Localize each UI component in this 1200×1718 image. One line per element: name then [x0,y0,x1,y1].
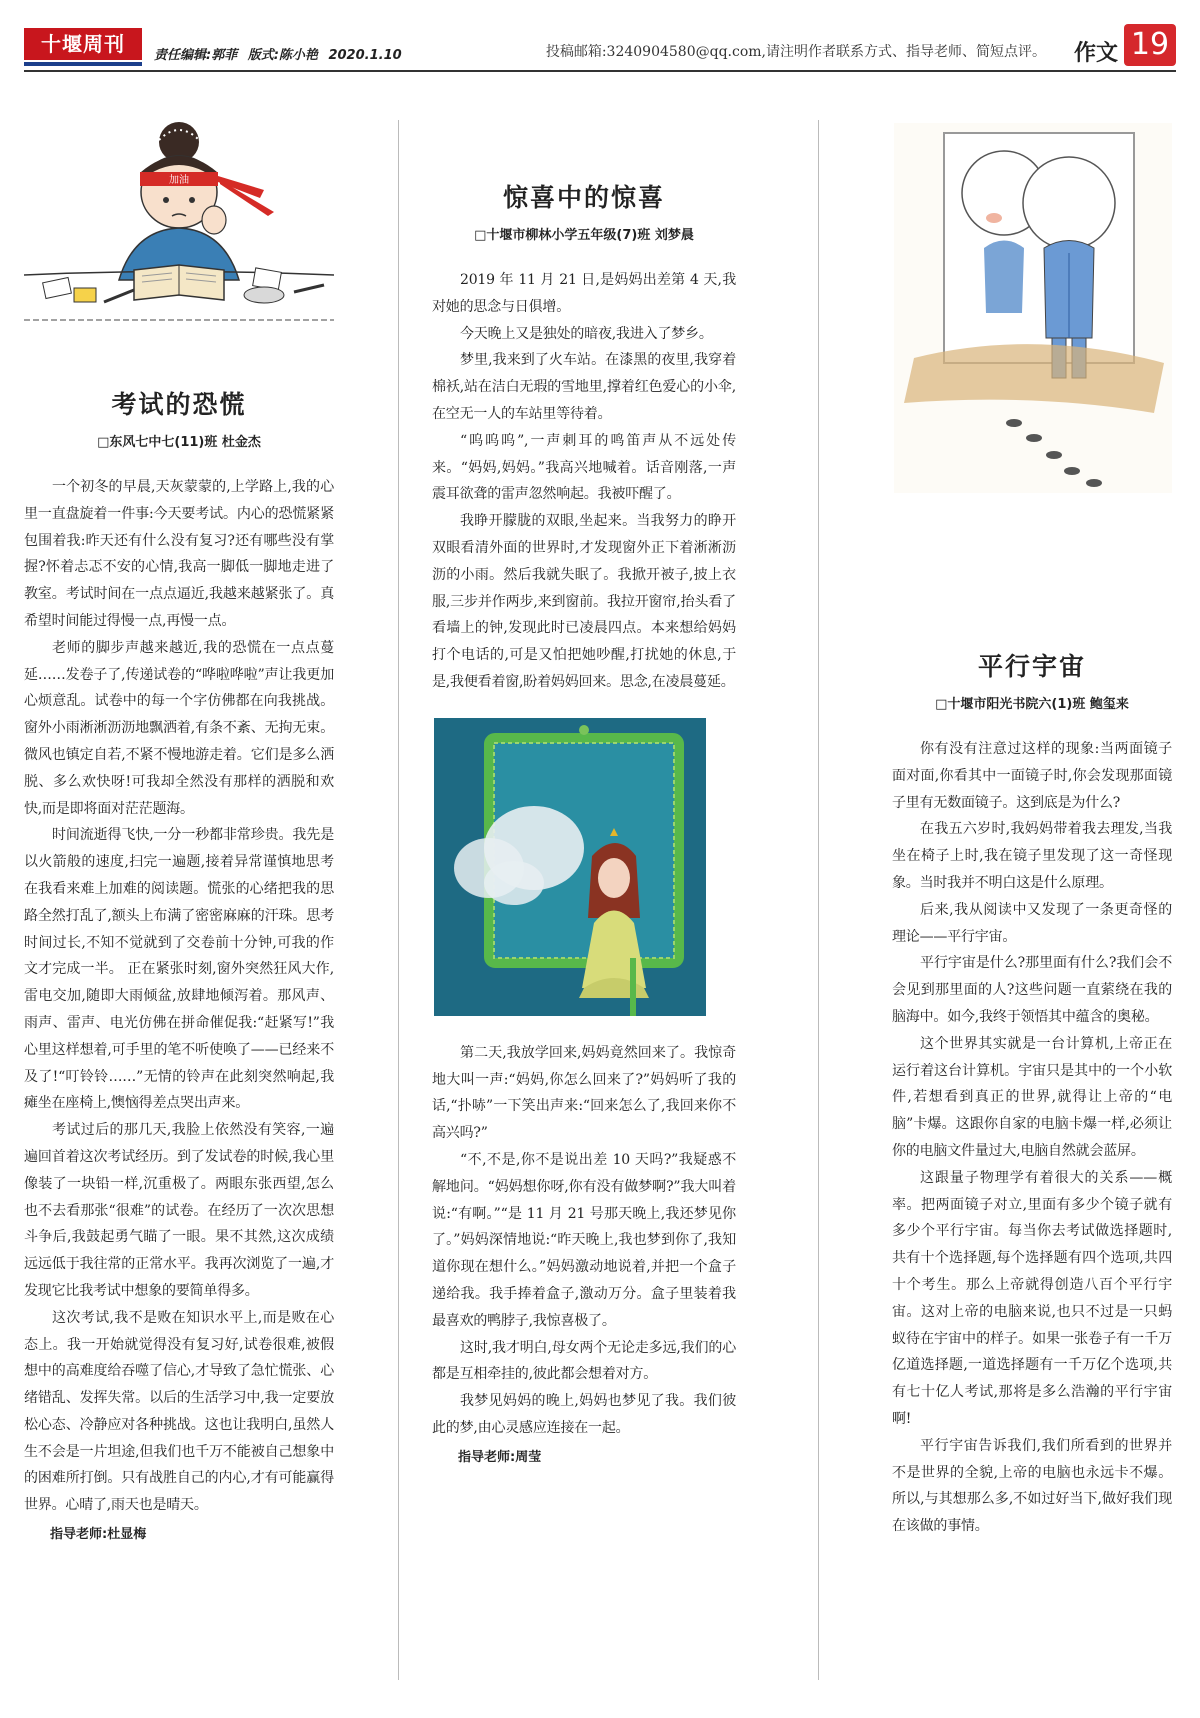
paragraph: 我梦见妈妈的晚上,妈妈也梦见了我。我们彼此的梦,由心灵感应连接在一起。 [432,1393,736,1436]
student-studying-illustration [24,120,334,330]
article-byline: □十堰市柳林小学五年级(7)班 刘梦晨 [474,228,694,243]
article-exam-panic [24,385,334,1542]
paragraph: 你有没有注意过这样的现象:当两面镜子面对面,你看其中一面镜子时,你会发现那面镜子里有无数面镜子。这到底是为什么? [892,741,1172,811]
paragraph: 这时,我才明白,母女两个无论走多远,我们的心都是互相牵挂的,彼此都会想着对方。 [432,1339,736,1383]
paragraph: 考试过后的那几天,我脸上依然没有笑容,一遍遍回首着这次考试经历。到了发试卷的时候,我心里像装了一块铅一样,沉重极了。两眼东张西望,怎么也不去看那张“很难”的试卷。在经历了一次次思想斗争后,我鼓起勇气瞄了一眼。果不其然,这次成绩远远低于我往常的正常水平。我再次浏览了一遍,才发现它比我考试中想象的要简单得多。 [24,1122,334,1299]
article-title: 平行宇宙 [977,652,1086,681]
paragraph: 这个世界其实就是一台计算机,上帝正在运行着这台计算机。宇宙只是其中的一个小软件,若想看到真正的世界,就得让上帝的“电脑”卡爆。这跟你自家的电脑卡爆一样,必须让你的电脑文件量过大,电脑自然就会蓝屏。 [892,1035,1172,1159]
article-body-top [432,267,736,696]
paragraph: 我睁开朦胧的双眼,坐起来。当我努力的睁开双眼看清外面的世界时,才发现窗外正下着淅淅沥沥的小雨。然后我就失眠了。我掀开被子,披上衣服,三步并作两步,来到窗前。我拉开窗帘,抬头看了看墙上的钟,发现此时已凌晨四点。本来想给妈妈打个电话的,可是又怕把她吵醒,打扰她的休息,于是,我便看着窗,盼着妈妈回来。思念,在凌晨蔓延。 [432,513,736,690]
article-body [24,474,334,1519]
article-body [892,736,1172,1540]
page-header [24,20,1176,72]
mirror-girl-drawing [434,718,706,1016]
masthead-underline [24,62,142,66]
masthead-logo: 十堰周刊 [24,28,142,60]
page-number: 19 [1124,24,1176,66]
paragraph: 在我五六岁时,我妈妈带着我去理发,当我坐在椅子上时,我在镜子里发现了这一奇怪现象。当时我并不明白这是什么原理。 [892,821,1172,891]
paragraph: 后来,我从阅读中又发现了一条更奇怪的理论——平行宇宙。 [892,901,1172,945]
paragraph: 平行宇宙告诉我们,我们所看到的世界并不是世界的全貌,上帝的电脑也永远卡不爆。所以,与其想那么多,不如过好当下,做好我们现在该做的事情。 [892,1437,1172,1535]
layout-editor: 版式:陈小艳 [247,48,318,63]
advisor: 指导老师:杜显梅 [50,1527,147,1543]
section-name: 作文 [1073,41,1118,66]
paragraph: 时间流逝得飞快,一分一秒都非常珍贵。我先是以火箭般的速度,扫完一遍题,接着异常谨慎地思考在我看来难上加难的阅读题。慌张的心绪把我的思路全然打乱了,额头上布满了密密麻麻的汗珠。思考时间过长,不知不觉就到了交卷前十分钟,可我的作文才完成一半。 正在紧张时刻,窗外突然狂风大作,雷电交加,随即大雨倾盆,放肆地倾泻着。那风声、雨声、雷声、电光仿佛在拼命催促我:“赶紧写!”我心里这样想着,可手里的笔不听使唤了——已经来不及了!“叮铃铃……”无情的铃声在此刻突然响起,我瘫坐在座椅上,懊恼得差点哭出声来。 [24,827,334,1112]
paragraph: 一个初冬的早晨,天灰蒙蒙的,上学路上,我的心里一直盘旋着一件事:今天要考试。内心的恐慌紧紧包围着我:昨天还有什么没有复习?还有哪些没有掌握?怀着忐忑不安的心情,我高一脚低一脚地走进了教室。考试时间在一点点逼近,我越来越紧张了。真希望时间能过得慢一点,再慢一点。 [24,479,334,629]
editor: 责任编辑:郭菲 [154,48,238,63]
paragraph: 平行宇宙是什么?那里面有什么?我们会不会见到那里面的人?这些问题一直萦绕在我的脑海中。如今,我终于领悟其中蕴含的奥秘。 [892,955,1172,1025]
article-byline: □东风七中七(11)班 杜金杰 [97,435,261,450]
column-divider [818,120,819,1680]
article-surprise [432,178,736,1465]
mirror-girl-illustration [434,718,706,1016]
submission-info: 投稿邮箱:3240904580@qq.com,请注明作者联系方式、指导老师、简短点评。 [545,44,1046,60]
paragraph: 这跟量子物理学有着很大的关系——概率。把两面镜子对立,里面有多少个镜子就有多少个平行宇宙。每当你去考试做选择题时,共有十个选择题,每个选择题有四个选项,共四十个考生。那么上帝就得创造八百个平行宇宙。这对上帝的电脑来说,也只不过是一只蚂蚁待在宇宙中的样子。如果一张卷子有一千万亿道选择题,一道选择题有一千万亿个选项,共有七十亿人考试,那将是多么浩瀚的平行宇宙啊! [892,1169,1172,1427]
headband-text: 加油 [169,175,189,186]
paragraph: 今天晚上又是独处的暗夜,我进入了梦乡。 [460,325,713,342]
article-parallel-universe [892,647,1172,1540]
student-studying-drawing [24,120,334,330]
paragraph: 老师的脚步声越来越近,我的恐慌在一点点蔓延……发卷子了,传递试卷的“哗啦哗啦”声让我更加心烦意乱。试卷中的每一个字仿佛都在向我挑战。窗外小雨淅淅沥沥地飘洒着,有条不紊、无拘无束。微风也镇定自若,不紧不慢地游走着。它们是多么洒脱、多么欢快呀!可我却全然没有那样的洒脱和欢快,而是即将面对茫茫题海。 [24,639,334,817]
article-title: 考试的恐慌 [111,390,247,419]
column-divider [398,120,399,1680]
paragraph: “不,不是,你不是说出差 10 天吗?”我疑惑不解地问。“妈妈想你呀,你有没有做梦啊?”我大叫着说:“有啊。”“是 11 月 21 号那天晚上,我还梦见你了。”妈妈深情地说:“昨天晚上,我也梦到你了,我知道你现在想什么。”妈妈激动地说着,并把一个盒子递给我。我手捧着盒子,激动万分。盒子里装着我最喜欢的鸭脖子,我惊喜极了。 [432,1151,736,1329]
article-byline: □十堰市阳光书院六(1)班 鲍玺来 [935,697,1129,712]
paragraph: 这次考试,我不是败在知识水平上,而是败在心态上。我一开始就觉得没有复习好,试卷很难,被假想中的高难度给吞噬了信心,才导致了急忙慌张、心绪错乱、发挥失常。以后的生活学习中,我一定要放松心态、冷静应对各种挑战。这也让我明白,虽然人生不会是一片坦途,但我们也千万不能被自己想象中的困难所打倒。只有战胜自己的内心,才有可能赢得世界。心晴了,雨天也是晴天。 [24,1309,334,1514]
paragraph: 第二天,我放学回来,妈妈竟然回来了。我惊奇地大叫一声:“妈妈,你怎么回来了?”妈妈听了我的话,“扑哧”一下笑出声来:“回来怎么了,我回来你不高兴吗?” [432,1044,736,1142]
paragraph: “呜呜呜”,一声刺耳的鸣笛声从不远处传来。“妈妈,妈妈。”我高兴地喊着。话音刚落,一声震耳欲聋的雷声忽然响起。我被吓醒了。 [432,432,736,503]
paragraph: 梦里,我来到了火车站。在漆黑的夜里,我穿着棉袄,站在洁白无瑕的雪地里,撑着红色爱心的小伞,在空无一人的车站里等待着。 [432,352,736,422]
issue-date: 2020.1.10 [328,48,402,63]
paragraph: 2019 年 11 月 21 日,是妈妈出差第 4 天,我对她的思念与日俱增。 [432,272,736,315]
mirror-boy-drawing [894,123,1172,493]
advisor: 指导老师:周莹 [458,1449,542,1465]
mirror-boy-illustration [894,123,1172,493]
editor-info [154,44,408,63]
article-body-bottom [432,1040,736,1442]
article-title: 惊喜中的惊喜 [502,183,665,212]
